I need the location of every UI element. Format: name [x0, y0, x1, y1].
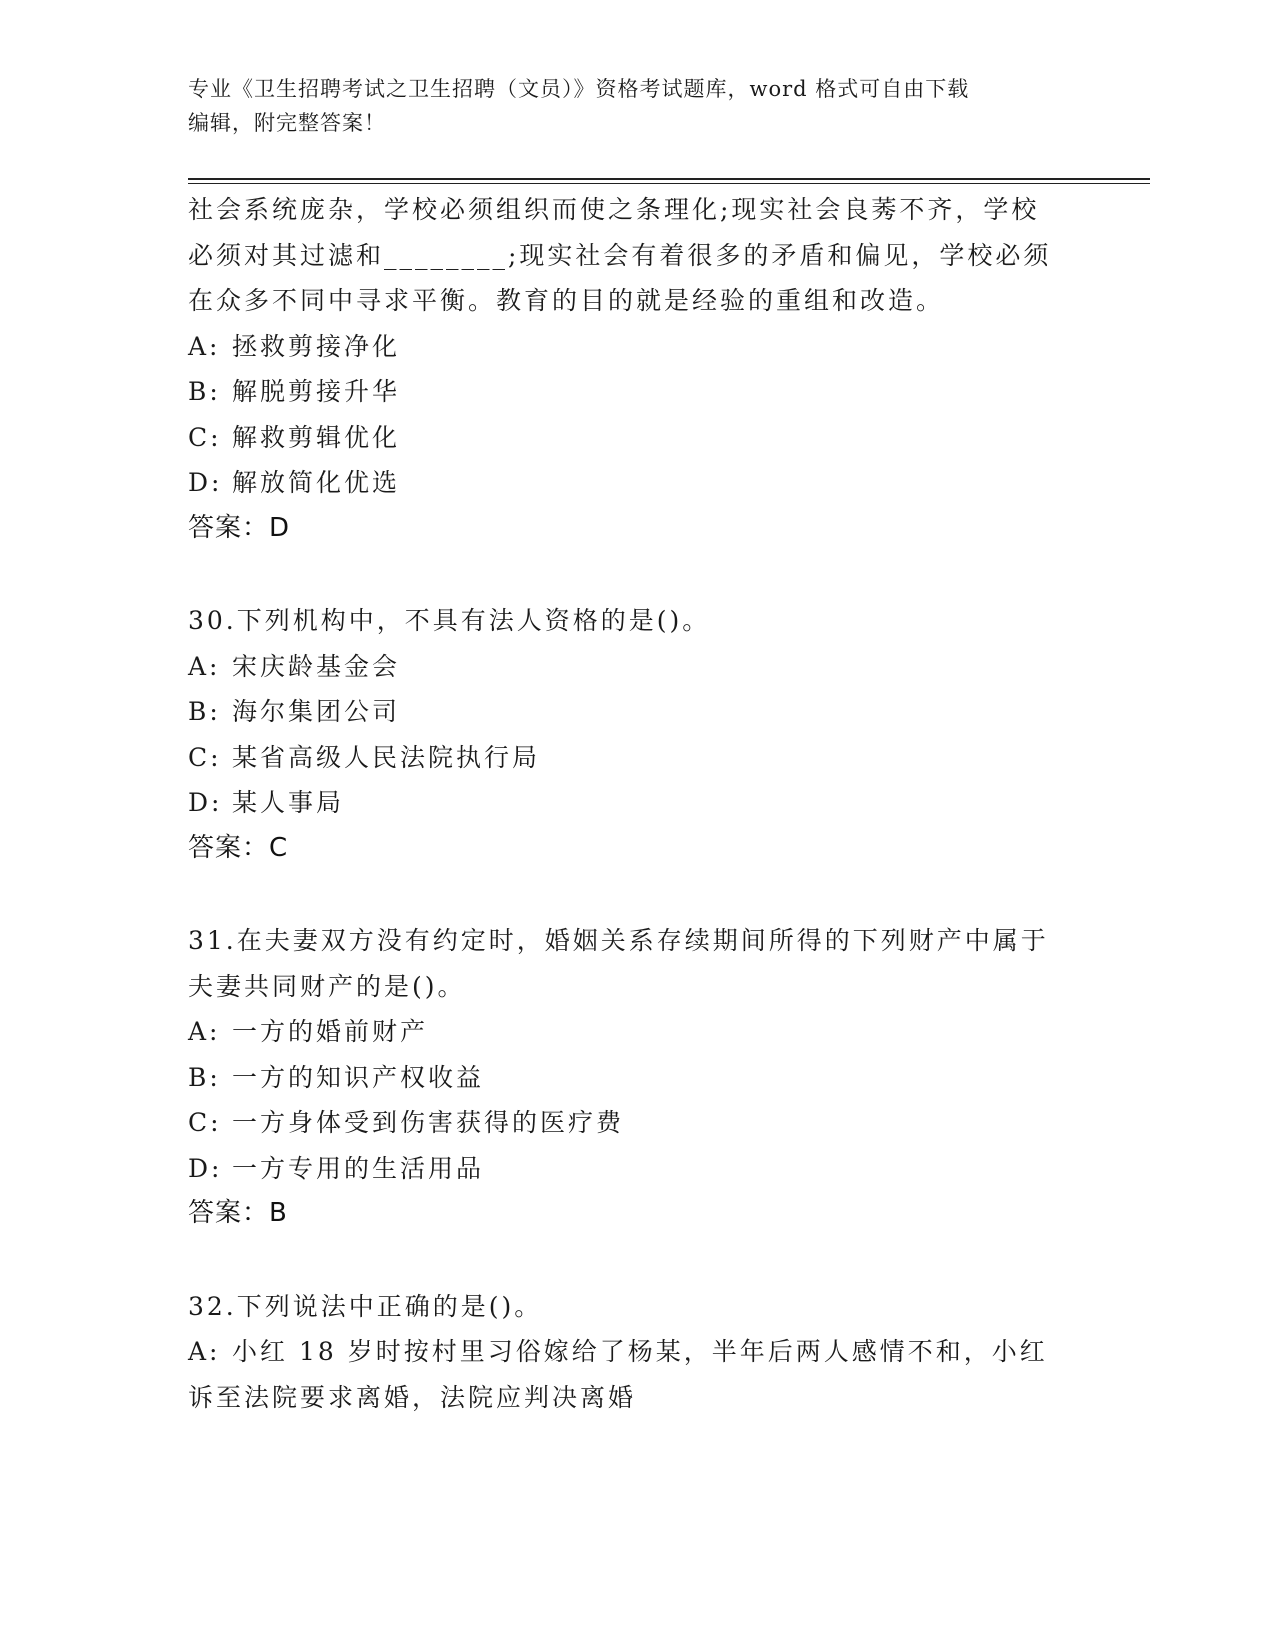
option-d — [188, 460, 1088, 506]
option-a — [188, 1329, 1088, 1375]
question-stem-line: 在众多不同中寻求平衡。教育的目的就是经验的重组和改造。 — [188, 286, 945, 315]
answer-line: 答案：C — [188, 832, 289, 863]
header-line-1: 专业《卫生招聘考试之卫生招聘（文员）》资格考试题库，word 格式可自由下载 — [188, 77, 970, 101]
option-key: D: — [188, 1153, 223, 1183]
option-c — [188, 1100, 1088, 1146]
question-stem-line: 32.下列说法中正确的是()。 — [188, 1291, 543, 1321]
option-text: 一方专用的生活用品 — [232, 1153, 485, 1183]
spacer — [188, 871, 1088, 918]
option-text: 某人事局 — [232, 788, 345, 817]
option-key: A: — [188, 1337, 221, 1366]
option-key: C: — [188, 742, 222, 772]
option-text: 小红 18 岁时按村里习俗嫁给了杨某，半年后两人感情不和，小红 — [232, 1337, 1048, 1366]
question-32 — [188, 1284, 1088, 1421]
option-c — [188, 415, 1088, 461]
answer-line: 答案：B — [188, 1198, 288, 1228]
option-a — [188, 644, 1088, 690]
document-header — [188, 72, 1068, 140]
option-key: C: — [188, 1108, 222, 1137]
header-rule-thin — [188, 183, 1150, 184]
option-key: A: — [188, 651, 221, 681]
option-text: 海尔集团公司 — [232, 697, 401, 726]
option-text: 一方身体受到伤害获得的医疗费 — [232, 1108, 625, 1137]
option-d — [188, 780, 1088, 826]
option-key: A: — [188, 1017, 221, 1046]
question-stem-line: 30.下列机构中，不具有法人资格的是()。 — [188, 606, 711, 635]
option-key: A: — [188, 331, 221, 361]
option-key: D: — [188, 788, 223, 817]
option-key: D: — [188, 468, 223, 497]
option-key: C: — [188, 422, 222, 452]
option-text: 宋庆龄基金会 — [232, 651, 401, 681]
question-stem-line: 必须对其过滤和________;现实社会有着很多的矛盾和偏见，学校必须 — [188, 240, 1052, 270]
question-stem-line: 31.在夫妻双方没有约定时，婚姻关系存续期间所得的下列财产中属于 — [188, 926, 1049, 955]
option-key: B: — [188, 1062, 221, 1092]
option-c — [188, 735, 1088, 781]
option-key: B: — [188, 697, 221, 726]
header-rule-thick — [188, 178, 1150, 180]
option-b — [188, 369, 1088, 415]
option-text: 解脱剪接升华 — [232, 377, 401, 406]
answer-line: 答案：D — [188, 512, 291, 543]
option-text: 拯救剪接净化 — [232, 331, 401, 361]
header-line-2: 编辑，附完整答案！ — [188, 111, 386, 135]
spacer — [188, 1237, 1088, 1284]
option-a — [188, 1009, 1088, 1055]
question-stem-line: 夫妻共同财产的是()。 — [188, 971, 466, 1001]
option-b — [188, 689, 1088, 735]
option-text: 一方的知识产权收益 — [232, 1062, 485, 1092]
question-29 — [188, 187, 1088, 551]
option-b — [188, 1055, 1088, 1101]
question-30 — [188, 598, 1088, 871]
question-31 — [188, 918, 1088, 1237]
option-d — [188, 1146, 1088, 1192]
option-text: 某省高级人民法院执行局 — [232, 742, 541, 772]
option-a — [188, 324, 1088, 370]
question-list — [188, 187, 1088, 1420]
question-stem-line: 社会系统庞杂，学校必须组织而使之条理化;现实社会良莠不齐，学校 — [188, 195, 1040, 224]
option-text: 解救剪辑优化 — [232, 422, 401, 452]
option-text: 解放简化优选 — [232, 468, 401, 497]
option-key: B: — [188, 377, 221, 406]
option-text: 一方的婚前财产 — [232, 1017, 429, 1046]
option-a-continuation: 诉至法院要求离婚，法院应判决离婚 — [188, 1382, 637, 1412]
spacer — [188, 551, 1088, 598]
